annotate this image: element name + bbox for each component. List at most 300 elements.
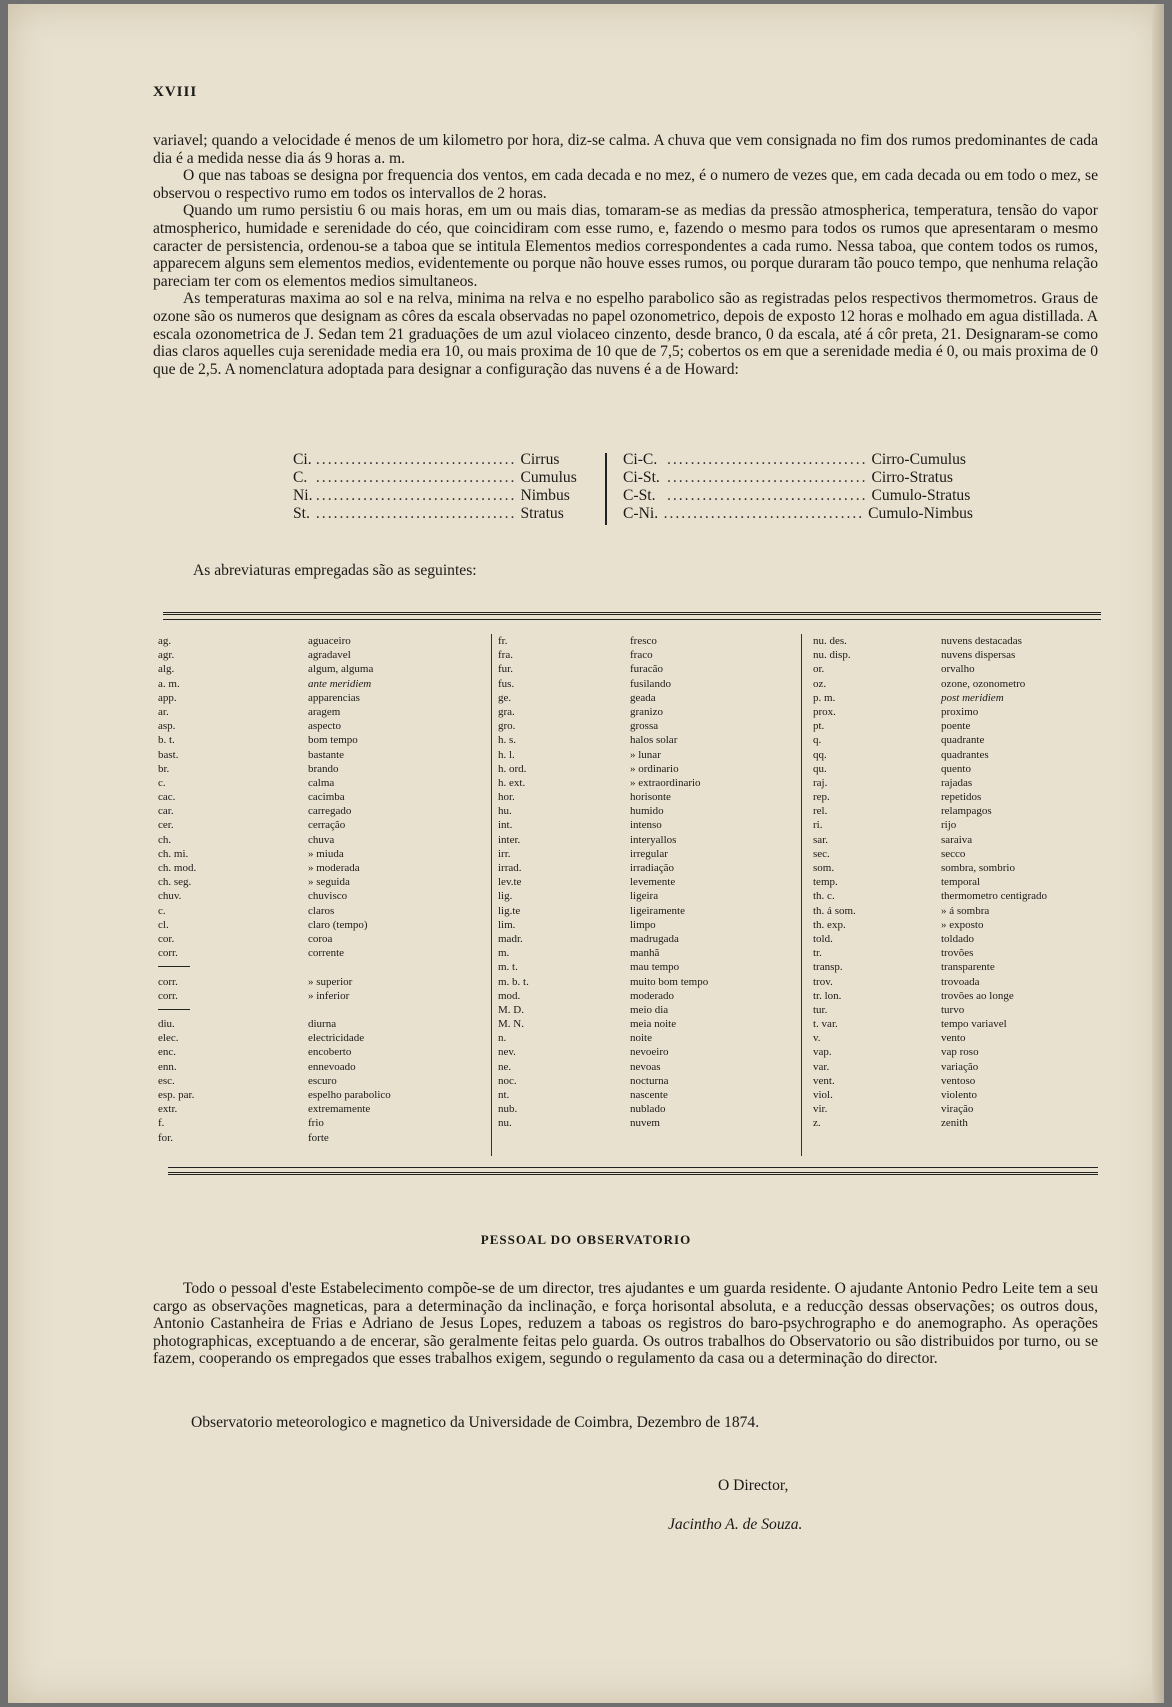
abbreviation-meaning: thermometro centigrado: [941, 890, 1047, 903]
abbreviation-meaning: algum, alguma: [308, 663, 374, 676]
abbreviation-row: [498, 875, 798, 889]
abbreviation-meaning: sombra, sombrio: [941, 862, 1015, 874]
abbreviation-row: [813, 1031, 1103, 1045]
abbreviation-meaning: encoberto: [308, 1046, 352, 1059]
abbreviation-row: [498, 776, 798, 790]
abbreviation-row: [813, 989, 1103, 1003]
page-number: XVIII: [153, 84, 198, 100]
abbreviation-meaning: rijo: [941, 819, 957, 832]
abbreviation: p. m.: [813, 691, 836, 704]
abbreviation: b. t.: [158, 734, 175, 747]
abbreviation-meaning: frio: [308, 1117, 324, 1130]
abbreviation-row: [498, 662, 798, 676]
abbreviation-meaning: poente: [941, 720, 971, 733]
abbreviation-row: [498, 932, 798, 946]
abbreviation-row: [158, 719, 468, 733]
abbreviation: fus.: [498, 677, 515, 690]
abbreviation-meaning: viração: [941, 1103, 974, 1116]
abbreviation: ar.: [158, 705, 169, 718]
column-separator: [491, 634, 492, 1156]
abbreviation-row: [813, 1045, 1103, 1059]
abbreviation: v.: [813, 1032, 821, 1045]
abbreviation-meaning: granizo: [630, 705, 663, 718]
abbreviation-meaning: mau tempo: [630, 961, 680, 974]
abbreviation-row: [158, 1060, 468, 1074]
abbreviation-meaning: quento: [941, 762, 971, 775]
abbreviation: th. exp.: [813, 918, 846, 931]
abbreviation-meaning: intenso: [630, 819, 662, 832]
abbreviation: cer.: [158, 819, 174, 832]
abbreviation: m. b. t.: [498, 975, 529, 988]
abbreviation-meaning: coroa: [308, 932, 333, 945]
abbreviation-meaning: fraco: [630, 649, 653, 662]
abbreviation-row: [158, 989, 468, 1003]
abbreviation: diu.: [158, 1018, 175, 1031]
paragraph-wind-calm: variavel; quando a velocidade é menos de um kilometro por hora, diz-se calma. A chuva que vem consignada no fim dos rumos predominantes de cada dia é a medida nesse dia ás 9 horas a. m.: [153, 132, 1098, 167]
abbreviation-meaning: levemente: [630, 876, 676, 889]
howard-row: Ni. .................................. Nimbus: [293, 487, 570, 504]
abbreviation-row: [498, 1102, 798, 1116]
abbreviation-row: [498, 1017, 798, 1031]
paragraph-persistence: Quando um rumo persistiu 6 ou mais horas, em um ou mais dias, tomaram-se as medias da pressão atmospherica, temperatura, tensão do vapor atmospherico, humidade e serenidade do céo, que coincidiram com esse rumo, e, fazendo o mesmo para todos os rumos que apresentaram o mesmo caracter de persistencia, ordenou-se a taboa que se intitula Elementos medios correspondentes a cada rumo. Nessa taboa, que contem todos os rumos, apparecem alguns sem elementos medios, evidentemente ou porque não houve esses rumos, ou porque duraram tão pouco tempo, que nenhuma relação pareciam ter com os elementos medios simultaneos.: [153, 202, 1098, 290]
abbreviation-row: [813, 1060, 1103, 1074]
abbreviation: h. ext.: [498, 776, 526, 789]
howard-row: C-St. .................................. Cumulo-Stratus: [623, 487, 971, 504]
howard-divider: [605, 453, 607, 525]
page-edge: [1152, 4, 1164, 1703]
abbreviation: tr. lon.: [813, 989, 842, 1002]
place-date: Observatorio meteorologico e magnetico da Universidade de Coimbra, Dezembro de 1874.: [191, 1414, 760, 1431]
abbreviation-row: [158, 1045, 468, 1059]
abbreviation-meaning: transparente: [941, 961, 995, 974]
abbreviation-row: [498, 904, 798, 918]
abbreviation: ge.: [498, 691, 512, 704]
abbreviation: ne.: [498, 1060, 512, 1073]
abbreviation-meaning: » miuda: [308, 847, 344, 860]
abbreviation-row: [813, 1102, 1103, 1116]
abbreviation-meaning: » lunar: [630, 748, 661, 761]
abbreviation-row: [498, 918, 798, 932]
abbreviation-meaning: turvo: [941, 1003, 965, 1016]
abbreviation-meaning: humido: [630, 805, 664, 818]
abbreviation-meaning: » exposto: [941, 918, 984, 931]
abbreviation: lev.te: [498, 876, 522, 889]
abbreviation-row: [498, 1088, 798, 1102]
howard-compound-list: [623, 451, 973, 523]
abbreviation-row: [498, 847, 798, 861]
abbreviation-row: [813, 648, 1103, 662]
abbreviation-meaning: ligeiramente: [630, 904, 685, 917]
abbreviation-meaning: agradavel: [308, 649, 351, 662]
abbreviation-row: [813, 904, 1103, 918]
abbreviation-row: [158, 875, 468, 889]
abbreviation: t. var.: [813, 1018, 838, 1031]
abbreviation-meaning: saraiva: [941, 833, 973, 846]
abbreviation-row: [813, 705, 1103, 719]
abbreviation-meaning: escuro: [308, 1074, 337, 1087]
abbreviation-row: [813, 634, 1103, 648]
abbreviation: for.: [158, 1131, 173, 1144]
abbreviation: fra.: [498, 649, 513, 662]
abbreviation-row: [813, 847, 1103, 861]
abbreviation-meaning: aspecto: [308, 720, 341, 733]
paragraph-staff: Todo o pessoal d'este Estabelecimento compõe-se de um director, tres ajudantes e um guarda residente. O ajudante Antonio Pedro Leite tem a seu cargo as observações magneticas, para a determinação da inclinação, e força horisontal absoluta, e a reducção dessas observações; os outros dous, Antonio Castanheira de Frias e Adriano de Jesus Lopes, reduzem a taboas os registros do baro-psychrographo e do anemographo. As operações photographicas, exceptuando a de encerar, são geralmente feitas pelo guarda. Os outros trabalhos do Observatorio ou são distribuidos por turno, ou se fazem, cooperando os empregados que esses trabalhos exigem, segundo o regulamento da casa ou a determinação do director.: [153, 1280, 1098, 1368]
abbreviation-meaning: irregular: [630, 847, 668, 860]
abbreviation: br.: [158, 762, 170, 775]
abbreviation: fr.: [498, 635, 508, 647]
abbreviation-meaning: horisonte: [630, 791, 671, 804]
abbreviation-row: [158, 932, 468, 946]
abbreviation-row: [498, 748, 798, 762]
abbreviation-meaning: chuvisco: [308, 890, 348, 903]
abbreviation-meaning: repetidos: [941, 791, 982, 804]
abbreviation-meaning: brando: [308, 762, 339, 775]
abbreviation-meaning: grossa: [630, 720, 659, 733]
abbreviation: pt.: [813, 720, 825, 733]
abbreviation-meaning: limpo: [630, 918, 656, 931]
abbreviation-row: [498, 733, 798, 747]
paragraph-frequency: O que nas taboas se designa por frequencia dos ventos, em cada decada e no mez, é o numero de vezes que, em cada decada ou em todo o mez, se observou o respectivo rumo em todos os intervallos de 2 horas.: [153, 167, 1098, 202]
abbreviation-row: [158, 918, 468, 932]
abbreviation: th. c.: [813, 890, 835, 903]
abbreviation: lim.: [498, 918, 516, 931]
howard-row: Ci. .................................. Cirrus: [293, 451, 560, 468]
abbreviation-meaning: irradiação: [630, 862, 674, 874]
abbreviation-meaning: bastante: [308, 748, 345, 761]
abbreviation-row: [158, 691, 468, 705]
abbreviation: m. t.: [498, 961, 518, 974]
abbreviation-meaning: forte: [308, 1131, 329, 1144]
abbreviation-row: [158, 904, 468, 918]
abbreviation-row: [813, 946, 1103, 960]
abbreviation-row: [813, 932, 1103, 946]
abbreviation: bast.: [158, 748, 179, 761]
abbreviation: M. D.: [498, 1003, 524, 1016]
abbreviation-row: [813, 1074, 1103, 1088]
row-divider: [158, 966, 190, 974]
abbreviation-meaning: post meridiem: [941, 691, 1004, 704]
howard-row: Ci-C. .................................. Cirro-Cumulus: [623, 451, 966, 468]
abbreviation-meaning: meia noite: [630, 1018, 677, 1031]
abbreviation-column-3: [813, 634, 1103, 1131]
howard-row: St. .................................. Stratus: [293, 505, 564, 522]
abbreviation: rep.: [813, 791, 830, 804]
abbreviation-meaning: meio dia: [630, 1003, 669, 1016]
abbreviation-row: [158, 1017, 468, 1031]
abbreviation-meaning: vento: [941, 1032, 966, 1045]
abbreviation: nub.: [498, 1103, 518, 1116]
abbreviation-meaning: trovões ao longe: [941, 989, 1014, 1002]
abbreviation-row: [158, 648, 468, 662]
abbreviation: m.: [498, 947, 510, 960]
abbreviation-row: [813, 1017, 1103, 1031]
abbreviation: qq.: [813, 748, 827, 761]
abbreviation-row: [158, 833, 468, 847]
abbreviation: ag.: [158, 635, 172, 647]
abbreviation-row: [813, 833, 1103, 847]
abbreviation: enn.: [158, 1060, 177, 1073]
abbreviation-meaning: » extraordinario: [630, 776, 701, 789]
abbreviation-row: [498, 691, 798, 705]
abbreviation-row: [813, 790, 1103, 804]
abbreviation: c.: [158, 904, 166, 917]
abbreviation-row: [498, 677, 798, 691]
abbreviation: mod.: [498, 989, 521, 1002]
abbreviation: fur.: [498, 663, 513, 676]
abbreviation: irrad.: [498, 862, 522, 874]
abbreviation-row: [813, 918, 1103, 932]
abbreviation-meaning: nevoeiro: [630, 1046, 669, 1059]
abbreviation: sec.: [813, 847, 830, 860]
abbreviation-row: [498, 804, 798, 818]
abbreviation-meaning: bom tempo: [308, 734, 358, 747]
abbreviation: nu.: [498, 1117, 512, 1130]
abbreviation-meaning: quadrantes: [941, 748, 989, 761]
abbreviation-row: [158, 960, 468, 974]
abbreviation-row: [158, 804, 468, 818]
abbreviation: som.: [813, 862, 835, 874]
abbreviation: vap.: [813, 1046, 832, 1059]
abbreviation: chuv.: [158, 890, 182, 903]
abbreviation: ri.: [813, 819, 823, 832]
abbreviation-row: [813, 875, 1103, 889]
abbreviation-meaning: nuvens dispersas: [941, 649, 1016, 662]
abbreviation: nt.: [498, 1089, 510, 1101]
abbreviation-meaning: relampagos: [941, 805, 992, 818]
section-title: PESSOAL DO OBSERVATORIO: [480, 1232, 692, 1247]
abbreviation-meaning: furacão: [630, 663, 663, 676]
abbreviation: corr.: [158, 975, 178, 988]
abbreviation-row: [498, 946, 798, 960]
table-top-rule: [163, 612, 1101, 620]
abbreviation-meaning: ventoso: [941, 1074, 976, 1087]
abbreviation: trov.: [813, 975, 833, 988]
howard-row: Ci-St. .................................. Cirro-Stratus: [623, 469, 953, 486]
abbreviation-row: [498, 719, 798, 733]
abbreviation-meaning: electricidade: [308, 1032, 365, 1045]
abbreviation-meaning: chuva: [308, 833, 335, 846]
abbreviation-row: [158, 1003, 468, 1017]
abbreviation-row: [158, 889, 468, 903]
abbreviation-row: [498, 889, 798, 903]
abbreviation-row: [498, 818, 798, 832]
abbreviation-row: [813, 960, 1103, 974]
abbreviation-meaning: fusilando: [630, 677, 671, 690]
abbreviation: rel.: [813, 805, 828, 818]
abbreviation: esp. par.: [158, 1089, 195, 1101]
staff-text: [153, 1280, 1098, 1368]
abbreviation-row: [813, 677, 1103, 691]
abbreviation: cac.: [158, 791, 176, 804]
howard-simple-list: [293, 451, 593, 523]
abbreviation-row: [158, 1116, 468, 1130]
abbreviation-meaning: carregado: [308, 805, 352, 818]
abbreviation: irr.: [498, 847, 511, 860]
abbreviation: int.: [498, 819, 513, 832]
abbreviation: inter.: [498, 833, 521, 846]
abbreviation-meaning: geada: [630, 691, 656, 704]
signature: Jacintho A. de Souza.: [668, 1516, 803, 1533]
abbreviation-meaning: interyallos: [630, 833, 677, 846]
abbreviation-meaning: » ordinario: [630, 762, 679, 775]
abbreviation: gra.: [498, 705, 515, 718]
abbreviation-meaning: zenith: [941, 1117, 968, 1130]
abbreviation-meaning: diurna: [308, 1018, 337, 1031]
table-bottom-rule: [168, 1167, 1098, 1175]
abbreviation-row: [813, 1116, 1103, 1130]
abbreviation: lig.: [498, 890, 513, 903]
abbreviation: vir.: [813, 1103, 828, 1116]
abbreviation-meaning: noite: [630, 1032, 652, 1045]
abbreviation-row: [813, 662, 1103, 676]
abbreviation-meaning: muito bom tempo: [630, 975, 709, 988]
abbreviation-meaning: » á sombra: [941, 904, 990, 917]
abbreviation-row: [813, 1088, 1103, 1102]
abbreviation-row: [158, 1031, 468, 1045]
abbreviation-meaning: trovões: [941, 947, 974, 960]
abbreviation-meaning: cacimba: [308, 791, 345, 804]
abbreviation-row: [813, 733, 1103, 747]
abbreviation-meaning: quadrante: [941, 734, 985, 747]
abbreviation: or.: [813, 663, 825, 676]
abbreviation: oz.: [813, 677, 827, 690]
abbreviation-row: [813, 719, 1103, 733]
abbreviation-meaning: nocturna: [630, 1074, 669, 1087]
abbreviation-meaning: calma: [308, 776, 335, 789]
abbreviation: q.: [813, 734, 822, 747]
abbreviation: corr.: [158, 989, 178, 1002]
abbreviation-meaning: nevoas: [630, 1060, 661, 1073]
abbreviation: M. N.: [498, 1018, 524, 1031]
howard-row: C. .................................. Cumulus: [293, 469, 577, 486]
abbreviation: gro.: [498, 720, 516, 733]
abbreviation-row: [158, 1131, 468, 1145]
abbreviation: extr.: [158, 1103, 178, 1116]
abbreviation-meaning: nublado: [630, 1103, 666, 1116]
abbreviation-column-1: [158, 634, 468, 1145]
abbreviation: elec.: [158, 1032, 179, 1045]
abbreviation-row: [158, 677, 468, 691]
abbreviation-meaning: madrugada: [630, 932, 679, 945]
abbreviation-row: [158, 705, 468, 719]
abbreviation-meaning: extremamente: [308, 1103, 371, 1116]
abbreviation-row: [498, 1003, 798, 1017]
abbreviation: app.: [158, 691, 177, 704]
paragraph-temperatures: As temperaturas maxima ao sol e na relva, minima na relva e no espelho parabolico são as registradas pelos respectivos thermometros. Graus de ozone são os numeros que designam as côres da escala observadas no papel ozonometrico, depois de exposto 12 horas e molhado em agua distillada. A escala ozonometrica de J. Sedan tem 21 graduações de um azul violaceo cinzento, desde branco, 0 da escala, até á côr preta, 21. Designaram-se como dias claros aquelles cuja serenidade media era 10, ou mais proxima de 10 que de 7,5; cobertos os em que a serenidade media é 0, ou mais proxima de 0 que de 2,5. A nomenclatura adoptada para designar a configuração das nuvens é a de Howard:: [153, 290, 1098, 378]
abbreviation-meaning: aguaceiro: [308, 635, 351, 647]
abbreviation: nev.: [498, 1046, 516, 1059]
abbreviation: madr.: [498, 932, 523, 945]
abbreviation-row: [498, 790, 798, 804]
intro-text: [153, 132, 1098, 378]
abbreviation: tr.: [813, 947, 822, 960]
abbreviation-meaning: ligeira: [630, 890, 659, 903]
abbreviation-row: [498, 960, 798, 974]
abbreviation-meaning: violento: [941, 1089, 978, 1101]
abbreviation: c.: [158, 776, 166, 789]
abbreviation-meaning: » inferior: [308, 989, 350, 1002]
howard-row: C-Ni. .................................. Cumulo-Nimbus: [623, 505, 973, 522]
abbreviation-meaning: » moderada: [308, 862, 360, 874]
abbreviation-row: [498, 1074, 798, 1088]
abbreviation: alg.: [158, 663, 175, 676]
abbreviation-meaning: secco: [941, 847, 966, 860]
abbreviation: n.: [498, 1032, 507, 1045]
abbreviation: noc.: [498, 1074, 517, 1087]
abbreviation: th. á som.: [813, 904, 856, 917]
abbreviation: hu.: [498, 805, 512, 818]
abbreviation: temp.: [813, 876, 838, 889]
abbreviation-row: [498, 989, 798, 1003]
abbreviation: agr.: [158, 649, 175, 662]
abbreviation-meaning: halos solar: [630, 734, 678, 747]
abbreviation: ch. seg.: [158, 876, 192, 889]
abbreviation-meaning: nuvens destacadas: [941, 635, 1022, 647]
abbreviation-meaning: » superior: [308, 975, 353, 988]
abbreviation-row: [158, 1074, 468, 1088]
abbreviation: enc.: [158, 1046, 177, 1059]
abbreviation-row: [813, 1003, 1103, 1017]
abbreviation: viol.: [813, 1089, 833, 1101]
abbreviation: told.: [813, 932, 833, 945]
abbreviation-row: [813, 818, 1103, 832]
abbreviation-row: [158, 776, 468, 790]
abbreviation: sar.: [813, 833, 828, 846]
abbreviation-row: [158, 662, 468, 676]
abbreviation-row: [158, 975, 468, 989]
abbreviation-row: [158, 634, 468, 648]
abbreviation: qu.: [813, 762, 827, 775]
abbreviation-row: [813, 748, 1103, 762]
abbreviation-meaning: cerração: [308, 819, 346, 832]
abbreviation: f.: [158, 1117, 165, 1130]
abbreviation-column-2: [498, 634, 798, 1131]
abbreviation-row: [813, 861, 1103, 875]
abbreviation: cl.: [158, 918, 169, 931]
abbreviation-row: [158, 847, 468, 861]
abbreviation-row: [498, 833, 798, 847]
abbreviation-row: [813, 804, 1103, 818]
abbreviation-row: [498, 634, 798, 648]
abbreviation-row: [158, 733, 468, 747]
abbreviation: corr.: [158, 947, 178, 960]
abbreviation: raj.: [813, 776, 828, 789]
abbreviation-row: [498, 1060, 798, 1074]
abbreviation-meaning: ennevoado: [308, 1060, 356, 1073]
abbreviation-row: [498, 1031, 798, 1045]
abbreviation: h. l.: [498, 748, 515, 761]
abbreviation: nu. disp.: [813, 649, 851, 662]
abbreviation: h. s.: [498, 734, 517, 747]
abbreviation: var.: [813, 1060, 830, 1073]
abbreviation-row: [158, 818, 468, 832]
abbreviation-meaning: aragem: [308, 705, 341, 718]
abbreviation-row: [498, 861, 798, 875]
abbreviation-meaning: ante meridiem: [308, 677, 372, 690]
abbreviation-row: [158, 946, 468, 960]
abbreviation: h. ord.: [498, 762, 527, 775]
abbreviation: hor.: [498, 791, 515, 804]
abbreviation-meaning: claros: [308, 904, 335, 917]
abbreviation-meaning: trovoada: [941, 975, 980, 988]
abbreviation-row: [158, 1102, 468, 1116]
abbreviation-row: [158, 748, 468, 762]
abbreviation: lig.te: [498, 904, 521, 917]
abbreviation-row: [813, 762, 1103, 776]
abbreviation-row: [498, 1045, 798, 1059]
document-page: [8, 4, 1164, 1703]
abbreviation: ch.: [158, 833, 172, 846]
